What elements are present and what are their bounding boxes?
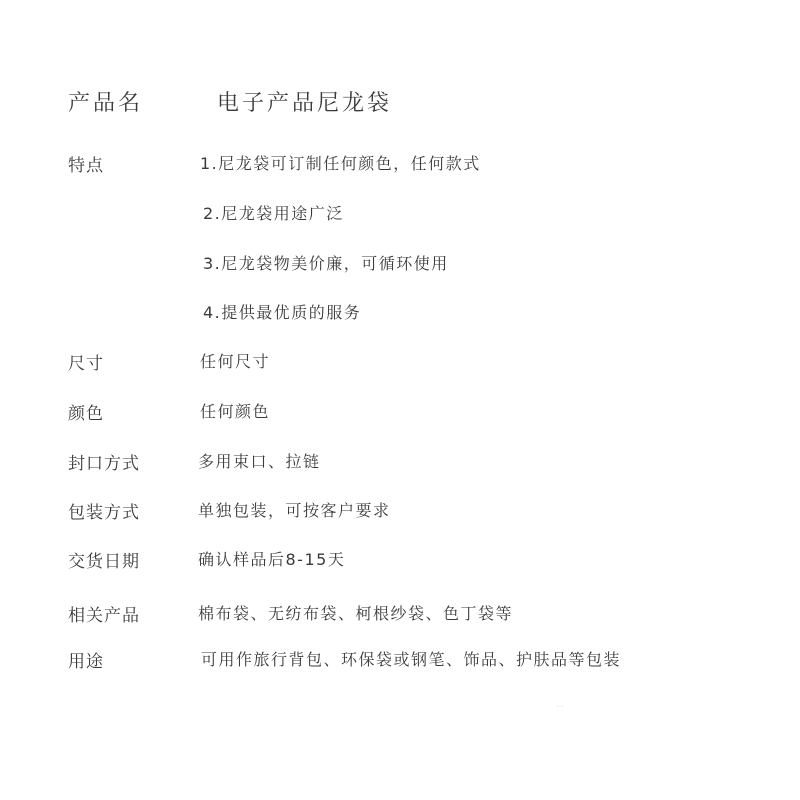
- delivery-row: [0, 547, 800, 575]
- packaging-row: [0, 498, 800, 526]
- packaging-value: 单独包装，可按客户要求: [198, 501, 391, 520]
- product-name-label: 产品名: [68, 91, 144, 116]
- related-products-label: 相关产品: [68, 606, 140, 626]
- size-value: 任何尺寸: [200, 352, 271, 371]
- usage-row: [0, 647, 800, 675]
- color-value: 任何颜色: [200, 402, 271, 421]
- product-name-row: [0, 86, 800, 114]
- delivery-value: 确认样品后8-15天: [198, 550, 346, 569]
- feature-item-4: 4.提供最优质的服务: [203, 303, 362, 322]
- product-name-value: 电子产品尼龙袋: [217, 91, 393, 116]
- stray-mark: ˙˙: [556, 705, 564, 714]
- color-row: [0, 399, 800, 427]
- related-products-value: 棉布袋、无纺布袋、柯根纱袋、色丁袋等: [198, 604, 514, 623]
- feature-item-2: 2.尼龙袋用途广泛: [203, 204, 344, 223]
- usage-value: 可用作旅行背包、环保袋或钢笔、饰品、护肤品等包装: [201, 650, 622, 669]
- features-label: 特点: [68, 156, 104, 176]
- size-row: [0, 349, 800, 377]
- closure-value: 多用束口、拉链: [198, 452, 321, 471]
- color-label: 颜色: [68, 404, 104, 424]
- feature-item-3: 3.尼龙袋物美价廉，可循环使用: [203, 254, 449, 273]
- usage-label: 用途: [68, 652, 104, 672]
- related-products-row: [0, 601, 800, 629]
- closure-label: 封口方式: [68, 454, 140, 474]
- delivery-label: 交货日期: [68, 552, 140, 572]
- closure-row: [0, 449, 800, 477]
- size-label: 尺寸: [68, 354, 104, 374]
- feature-item-1: 1.尼龙袋可订制任何颜色，任何款式: [200, 154, 481, 173]
- packaging-label: 包装方式: [68, 503, 140, 523]
